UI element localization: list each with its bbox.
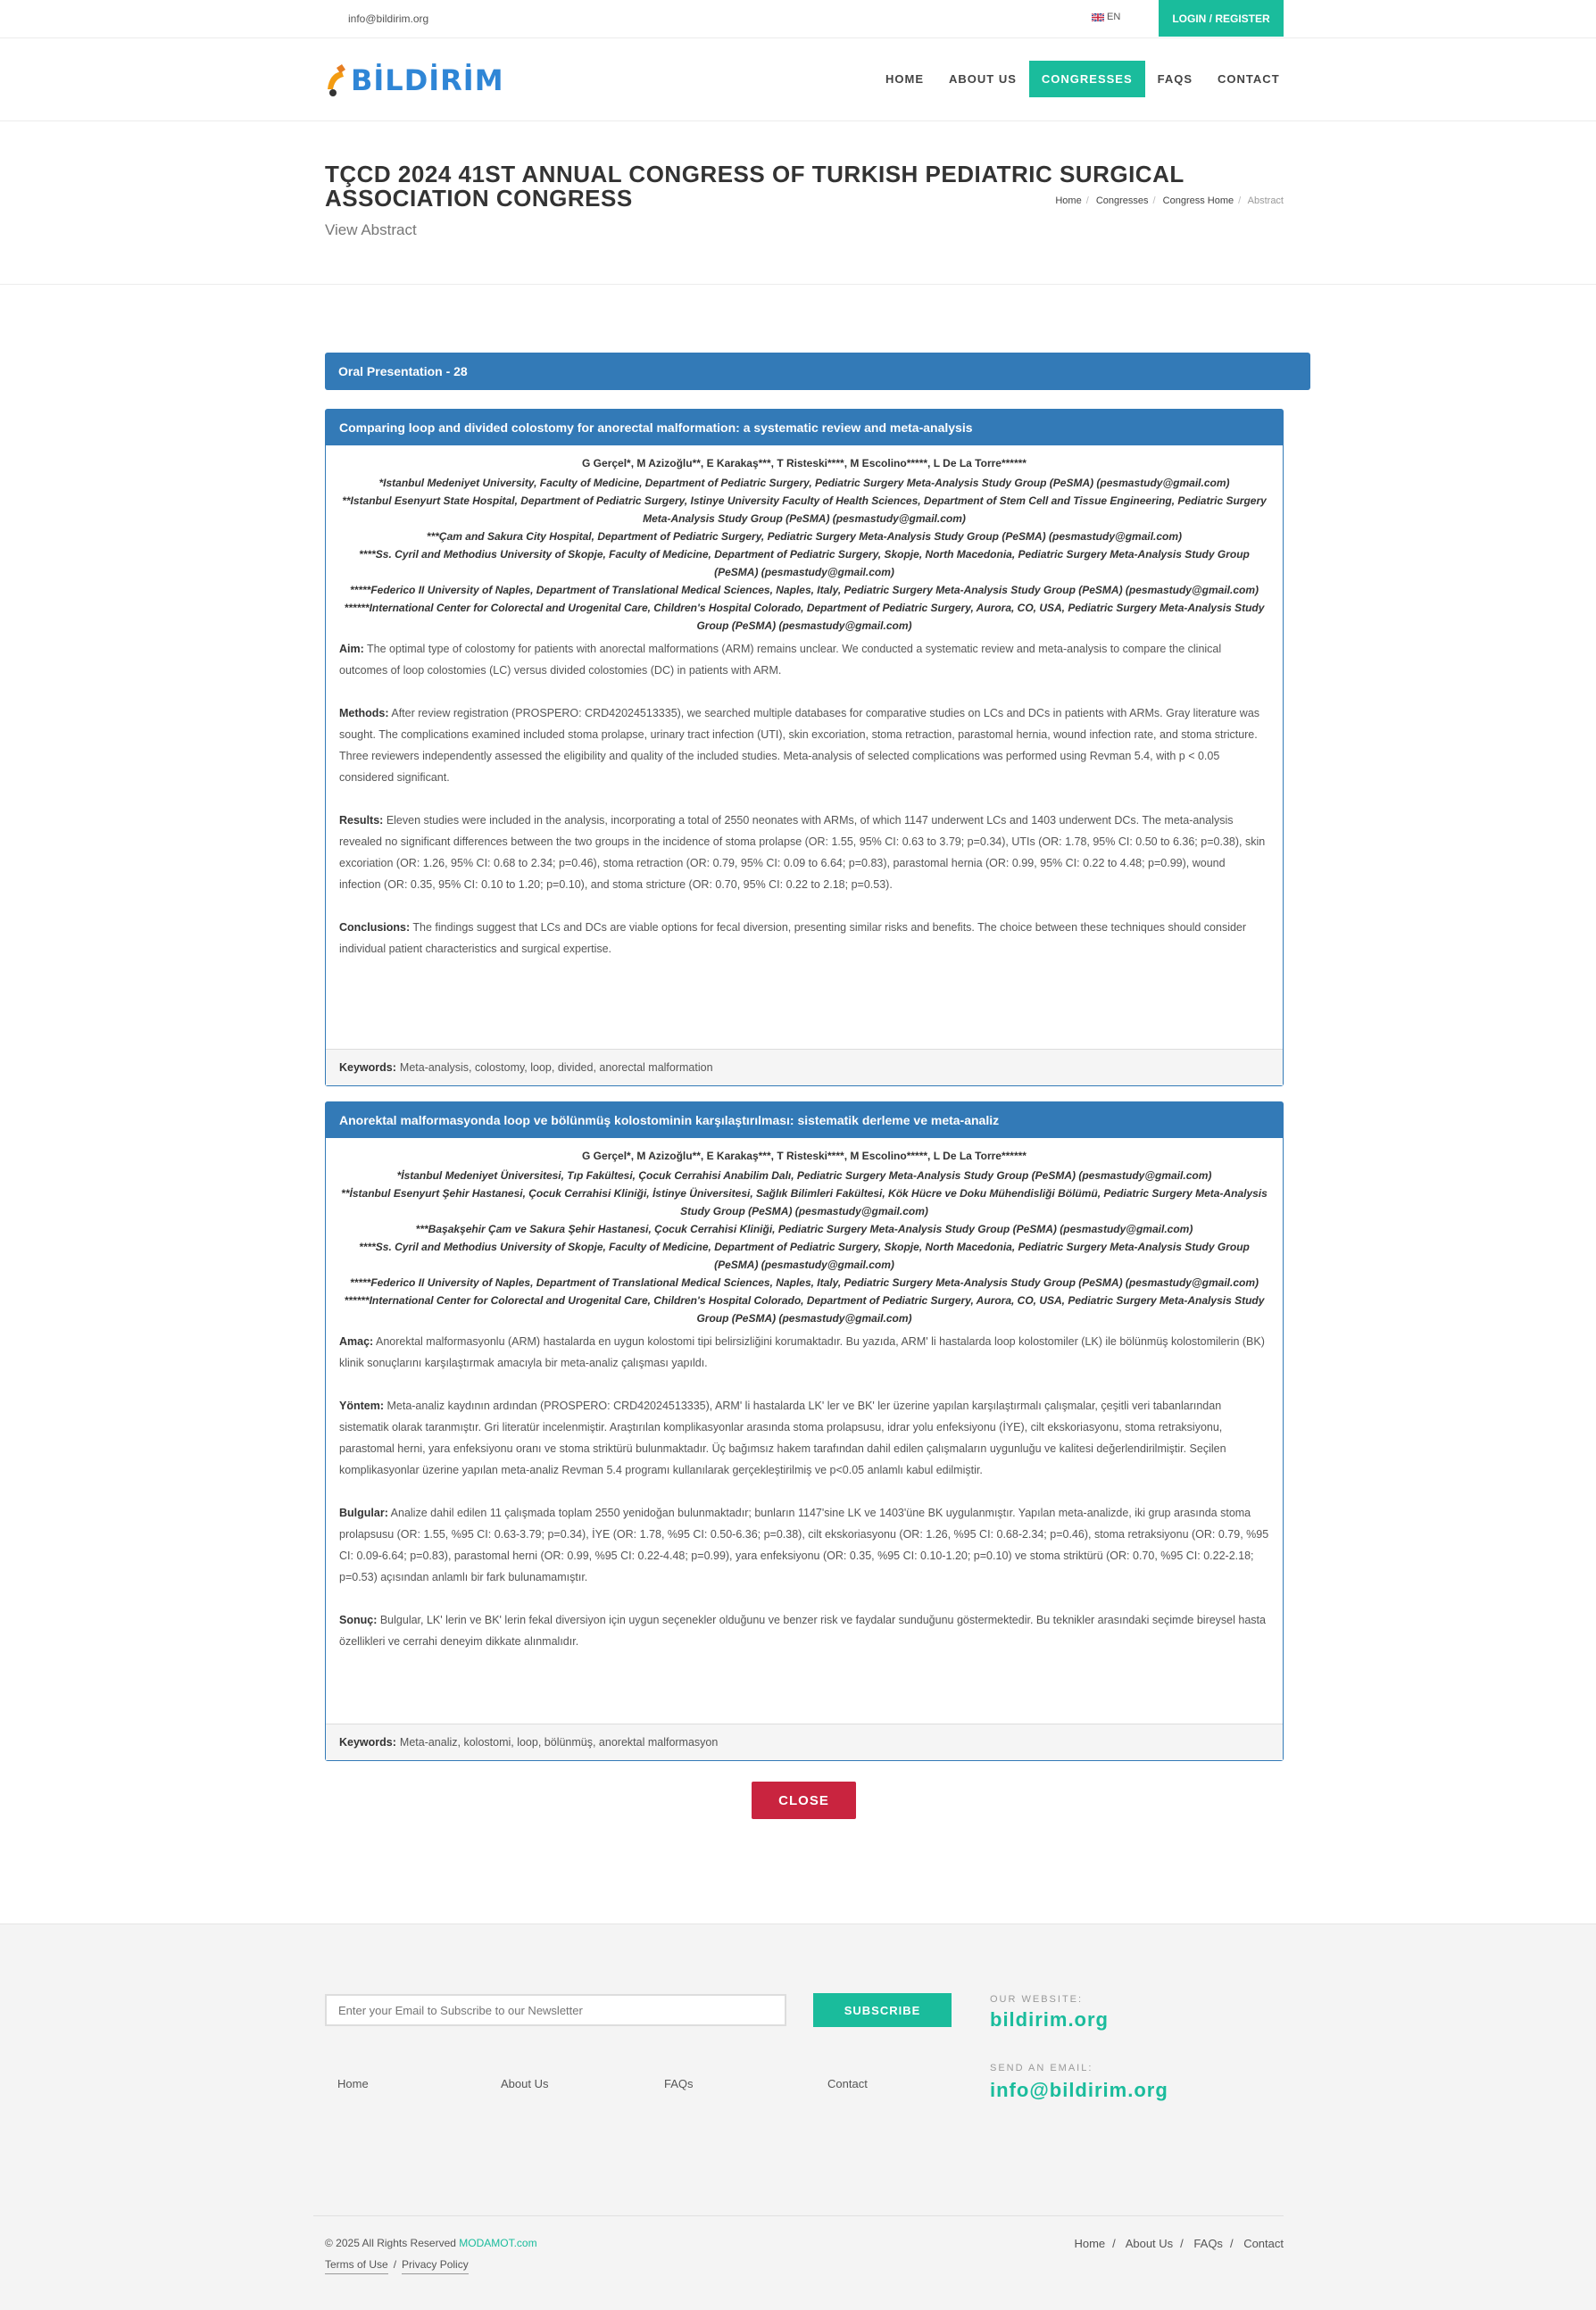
- keywords-text: Meta-analysis, colostomy, loop, divided, anorectal malformation: [399, 1061, 713, 1074]
- legal-links: Terms of Use / Privacy Policy: [325, 2258, 469, 2271]
- aim-section: [339, 1331, 1269, 1374]
- conclusions-text: Bulgular, LK' lerin ve BK' lerin fekal diversiyon için uygun seçenekler olduğunu ve benzer risk ve faydalar sunduğunu göstermektedir. Bu teknikler arasındaki seçimde bireysel hasta özellikleri ve cerrahi deneyim dikkate alınmalıdır.: [339, 1614, 1266, 1648]
- privacy-link[interactable]: Privacy Policy: [402, 2258, 469, 2274]
- main-nav: [873, 61, 1293, 97]
- terms-link[interactable]: Terms of Use: [325, 2258, 388, 2274]
- abstract-title-text: Anorektal malformasyonda loop ve bölünmüş kolostominin karşılaştırılması: sistematik derleme ve meta-analiz: [339, 1113, 1000, 1127]
- breadcrumb-congress-home[interactable]: Congress Home: [1162, 195, 1234, 206]
- conclusions-section: [339, 1609, 1269, 1652]
- bottom-nav-faqs[interactable]: FAQs: [1193, 2237, 1223, 2250]
- nav-congresses[interactable]: CONGRESSES: [1029, 61, 1145, 97]
- email-heading: SEND AN EMAIL:: [990, 2063, 1093, 2073]
- keywords-label: Keywords:: [339, 1061, 396, 1074]
- oral-presentation-label: Oral Presentation - 28: [338, 364, 468, 378]
- results-section: [339, 1502, 1269, 1588]
- affiliation: ****Ss. Cyril and Methodius University of Skopje, Faculty of Medicine, Department of Pediatric Surgery, Skopje, North Macedonia, Pediatric Surgery Meta-Analysis Study Group (PeSMA) (pesmastudy@gmail.com): [359, 548, 1250, 578]
- affiliation: *****Federico II University of Naples, Department of Translational Medical Sciences, Naples, Italy, Pediatric Surgery Meta-Analysis Study Group (PeSMA) (pesmastudy@gmail.com): [350, 1276, 1259, 1289]
- footer-link-home[interactable]: Home: [337, 2077, 369, 2090]
- abstract-panel-tr: [325, 1101, 1284, 1761]
- breadcrumb-home[interactable]: Home: [1055, 195, 1082, 206]
- top-bar: [0, 0, 1596, 38]
- brand-link[interactable]: MODAMOT.com: [459, 2237, 537, 2249]
- affiliation: ******International Center for Colorectal and Urogenital Care, Children's Hospital Colorado, Department of Pediatric Surgery, Aurora, CO, USA, Pediatric Surgery Meta-Analysis Study Group (PeSMA) (pesmastudy@gmail.com): [344, 1294, 1265, 1325]
- logo-text: BİLDİRİM: [351, 63, 504, 97]
- breadcrumb: Home / Congresses / Congress Home / Abstract: [1055, 195, 1284, 206]
- copyright: [325, 2237, 537, 2249]
- oral-presentation-header: [325, 353, 1310, 390]
- footer-link-faqs[interactable]: FAQs: [664, 2077, 694, 2090]
- subscribe-button[interactable]: SUBSCRIBE: [813, 1993, 952, 2027]
- results-label: Bulgular:: [339, 1507, 388, 1519]
- aim-section: [339, 638, 1269, 681]
- page-subtitle: View Abstract: [325, 221, 417, 238]
- methods-section: [339, 702, 1269, 788]
- methods-label: Yöntem:: [339, 1400, 384, 1412]
- abstract-body: [326, 1138, 1283, 1652]
- author-list: G Gerçel*, M Azizoğlu**, E Karakaş***, T Risteski****, M Escolino*****, L De La Torre******: [582, 1150, 1027, 1162]
- aim-text: The optimal type of colostomy for patients with anorectal malformations (ARM) remains unclear. We conducted a systematic review and meta-analysis to compare the clinical outcomes of loop colostomies (LC) versus divided colostomies (DC) in patients with ARM.: [339, 643, 1222, 677]
- logo-mark-icon: [324, 62, 354, 98]
- affiliation: ****Ss. Cyril and Methodius University of Skopje, Faculty of Medicine, Department of Pediatric Surgery, Skopje, North Macedonia, Pediatric Surgery Meta-Analysis Study Group (PeSMA) (pesmastudy@gmail.com): [359, 1241, 1250, 1271]
- results-label: Results:: [339, 814, 384, 827]
- bottom-nav-contact[interactable]: Contact: [1243, 2237, 1284, 2250]
- newsletter-email-input[interactable]: [325, 1994, 786, 2026]
- breadcrumb-current: Abstract: [1247, 195, 1284, 206]
- affiliation: **İstanbul Esenyurt Şehir Hastanesi, Çocuk Cerrahisi Kliniği, İstinye Üniversitesi, Sağlık Bilimleri Fakültesi, Kök Hücre ve Doku Mühendisliği Bölümü, Pediatric Surgery Meta-Analysis Study Group (PeSMA) (pesmastudy@gmail.com): [341, 1187, 1268, 1217]
- abstract-body: [326, 445, 1283, 960]
- footer-divider: [313, 2215, 1284, 2216]
- footer-email-link[interactable]: info@bildirim.org: [990, 2079, 1168, 2101]
- page-title-bar: [0, 121, 1596, 285]
- website-heading: OUR WEBSITE:: [990, 1994, 1084, 2005]
- methods-text: After review registration (PROSPERO: CRD42024513335), we searched multiple databases for comparative studies on LCs and DCs in patients with ARMs. Gray literature was sought. The complications examined included stoma prolapse, urinary tract infection (UTI), skin excoriation, stoma retraction, parastomal hernia, wound infection rate, and stoma stricture. Three reviewers independently assessed the eligibility and quality of the included studies. Meta-analysis of selected complications was performed using Revman 5.4, with p < 0.05 considered significant.: [339, 707, 1260, 784]
- affiliation: *İstanbul Medeniyet Üniversitesi, Tıp Fakültesi, Çocuk Cerrahisi Anabilim Dalı, Pediatric Surgery Meta-Analysis Study Group (PeSMA) (pesmastudy@gmail.com): [396, 1169, 1212, 1182]
- conclusions-section: [339, 917, 1269, 960]
- bottom-nav-about[interactable]: About Us: [1125, 2237, 1174, 2250]
- contact-email[interactable]: info@bildirim.org: [348, 12, 429, 25]
- breadcrumb-congresses[interactable]: Congresses: [1095, 195, 1149, 206]
- site-footer: [0, 1924, 1596, 2310]
- conclusions-label: Sonuç:: [339, 1614, 378, 1626]
- results-text: Eleven studies were included in the analysis, incorporating a total of 2550 neonates with ARMs, of which 1147 underwent LCs and 1403 underwent DCs. The meta-analysis revealed no significant differences between the two groups in the incidence of stoma prolapse (OR: 1.55, 95% CI: 0.63 to 3.79; p=0.34), UTIs (OR: 1.78, 95% CI: 0.50 to 6.36; p=0.38), skin excoriation (OR: 1.26, 95% CI: 0.68 to 2.34; p=0.46), stoma retraction (OR: 0.79, 95% CI: 0.09 to 6.64; p=0.83), parastomal hernia (OR: 0.99, 95% CI: 0.22 to 4.48; p=0.99), wound infection (OR: 0.35, 95% CI: 0.10 to 1.20; p=0.10), and stoma stricture (OR: 0.70, 95% CI: 0.22 to 2.18; p=0.53).: [339, 814, 1266, 891]
- website-link[interactable]: bildirim.org: [990, 2008, 1109, 2031]
- methods-label: Methods:: [339, 707, 389, 719]
- nav-faqs[interactable]: FAQS: [1157, 72, 1193, 86]
- affiliation: **Istanbul Esenyurt State Hospital, Department of Pediatric Surgery, Istinye University Faculty of Health Sciences, Department of Stem Cell and Tissue Engineering, Pediatric Surgery Meta-Analysis Study Group (PeSMA) (pesmastudy@gmail.com): [342, 494, 1267, 525]
- abstract-panel-en: [325, 409, 1284, 1086]
- affiliation: *Istanbul Medeniyet University, Faculty of Medicine, Department of Pediatric Surgery, Pediatric Surgery Meta-Analysis Study Group (PeSMA) (pesmastudy@gmail.com): [378, 477, 1230, 489]
- conclusions-text: The findings suggest that LCs and DCs are viable options for fecal diversion, presenting similar risks and benefits. The choice between these techniques should consider individual patient characteristics and surgical expertise.: [339, 921, 1247, 955]
- aim-label: Amaç:: [339, 1335, 374, 1348]
- login-register-button[interactable]: LOGIN / REGISTER: [1159, 0, 1284, 37]
- affiliation: ******International Center for Colorectal and Urogenital Care, Children's Hospital Colorado, Department of Pediatric Surgery, Aurora, CO, USA, Pediatric Surgery Meta-Analysis Study Group (PeSMA) (pesmastudy@gmail.com): [344, 602, 1265, 632]
- nav-home[interactable]: HOME: [885, 72, 924, 86]
- abstract-title-tr: [326, 1102, 1283, 1138]
- nav-about-us[interactable]: ABOUT US: [949, 72, 1017, 86]
- uk-flag-icon: [1092, 13, 1104, 21]
- footer-link-about[interactable]: About Us: [501, 2077, 549, 2090]
- site-header: [0, 38, 1596, 121]
- keywords-bar: [326, 1724, 1283, 1760]
- abstract-title-text: Comparing loop and divided colostomy for anorectal malformation: a systematic review and meta-analysis: [339, 420, 973, 435]
- author-list: G Gerçel*, M Azizoğlu**, E Karakaş***, T Risteski****, M Escolino*****, L De La Torre******: [582, 457, 1027, 469]
- close-button[interactable]: CLOSE: [752, 1782, 856, 1819]
- bottom-nav-home[interactable]: Home: [1074, 2237, 1106, 2250]
- footer-links: [337, 2077, 991, 2090]
- methods-text: Meta-analiz kaydının ardından (PROSPERO: CRD42024513335), ARM' li hastalarda LK' ler ve BK' ler üzerine yapılan karşılaştırmalı çalışmalar, çeşitli veri tabanlarından sistematik olarak taranmıştır. Gri literatür incelenmiştir. Araştırılan komplikasyonlar arasında stoma prolapsusu, idrar yolu enfeksiyonu (İYE), cilt ekskoriasyonu, stoma retraksiyonu, parastomal herni, yara enfeksiyonu oranı ve stoma striktürü bulunmaktadır. Üç bağımsız hakem tarafından dahil edilen çalışmaların uygunluğu ve kalitesi değerlendirilmiştir. Seçilen komplikasyonlar üzerine yapılan meta-analiz Revman 5.4 programı kullanılarak gerçekleştirilmiş ve p<0.05 anlamlı kabul edilmiştir.: [339, 1400, 1226, 1476]
- affiliation: ***Çam and Sakura City Hospital, Department of Pediatric Surgery, Pediatric Surgery Meta-Analysis Study Group (PeSMA) (pesmastudy@gmail.com): [426, 530, 1183, 543]
- page-title: TÇCD 2024 41ST ANNUAL CONGRESS OF TURKISH PEDIATRIC SURGICAL ASSOCIATION CONGRESS: [325, 161, 1185, 212]
- language-label: EN: [1107, 12, 1121, 22]
- keywords-label: Keywords:: [339, 1736, 396, 1749]
- language-selector[interactable]: [1092, 12, 1120, 22]
- affiliation: *****Federico II University of Naples, Department of Translational Medical Sciences, Naples, Italy, Pediatric Surgery Meta-Analysis Study Group (PeSMA) (pesmastudy@gmail.com): [350, 584, 1259, 596]
- footer-link-contact[interactable]: Contact: [827, 2077, 868, 2090]
- methods-section: [339, 1395, 1269, 1481]
- copyright-text: © 2025 All Rights Reserved: [325, 2237, 456, 2249]
- keywords-text: Meta-analiz, kolostomi, loop, bölünmüş, anorektal malformasyon: [399, 1736, 719, 1749]
- affiliation: ***Başakşehir Çam ve Sakura Şehir Hastanesi, Çocuk Cerrahisi Kliniği, Pediatric Surgery Meta-Analysis Study Group (PeSMA) (pesmastudy@gmail.com): [415, 1223, 1193, 1235]
- aim-text: Anorektal malformasyonlu (ARM) hastalarda en uygun kolostomi tipi belirsizliğini korumaktadır. Bu yazıda, ARM' li hastalarda loop kolostomiler (LK) ile bölünmüş kolostomilerin (BK) klinik sonuçlarını karşılaştırmak amacıyla bir meta-analiz çalışması yapıldı.: [339, 1335, 1265, 1369]
- abstract-title-en: [326, 410, 1283, 445]
- keywords-bar: [326, 1049, 1283, 1085]
- aim-label: Aim:: [339, 643, 364, 655]
- footer-bottom-nav: Home / About Us / FAQs / Contact: [1074, 2237, 1284, 2250]
- site-logo[interactable]: [324, 62, 504, 98]
- results-section: [339, 810, 1269, 895]
- nav-contact[interactable]: CONTACT: [1218, 72, 1280, 86]
- conclusions-label: Conclusions:: [339, 921, 411, 934]
- results-text: Analize dahil edilen 11 çalışmada toplam 2550 yenidoğan bulunmaktadır; bunların 1147'sine LK ve 1403'üne BK uygulanmıştır. Yapılan meta-analizde, iki grup arasında stoma prolapsusu (OR: 1.55, %95 CI: 0.63-3.79; p=0.34), İYE (OR: 1.78, %95 CI: 0.50-6.36; p=0.38), cilt ekskoriasyonu (OR: 1.26, %95 CI: 0.68-2.34; p=0.46), stoma retraksiyonu (OR: 0.79, %95 CI: 0.09-6.64; p=0.83), parastomal herni (OR: 0.99, %95 CI: 0.22-4.48; p=0.99), yara enfeksiyonu (OR: 0.35, %95 CI: 0.10-1.20; p=0.10) ve stoma striktürü (OR: 0.70, %95 CI: 0.22-2.18; p=0.53) açısından anlamlı bir fark bulunamamıştır.: [339, 1507, 1269, 1583]
